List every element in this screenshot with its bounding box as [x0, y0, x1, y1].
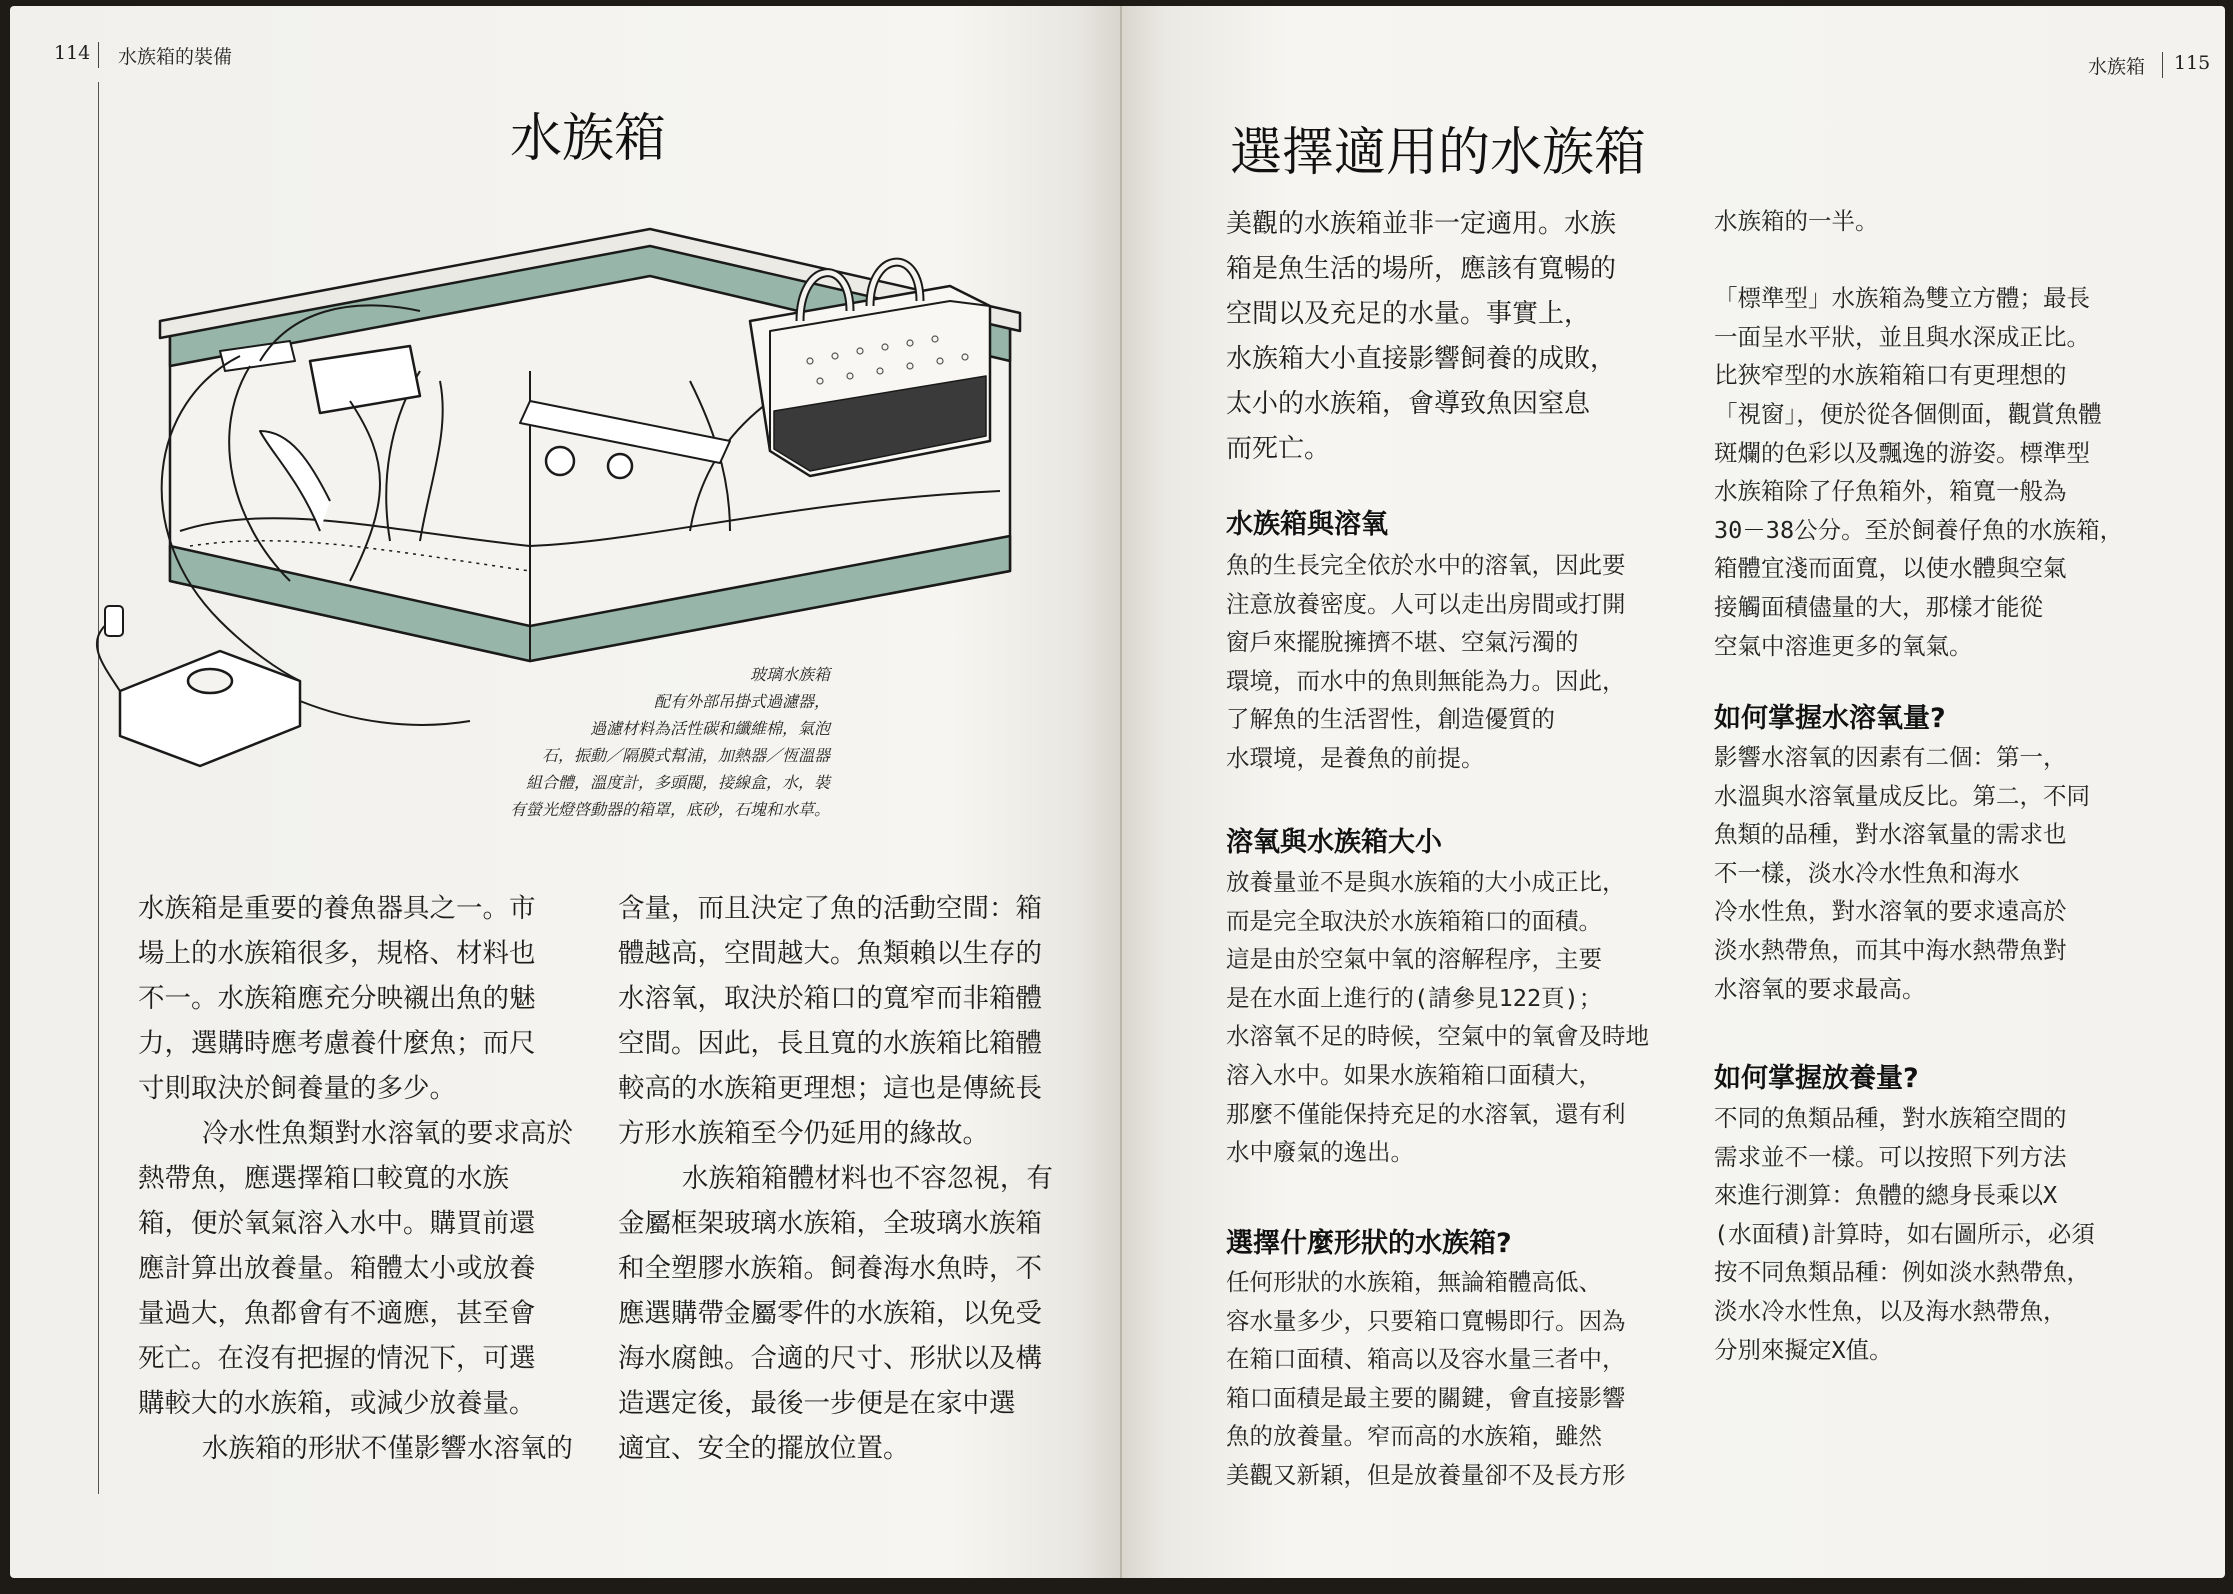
section-heading: 如何掌握放養量?	[1714, 1063, 1919, 1094]
section-text: 魚的生長完全依於水中的溶氧，因此要 注意放養密度。人可以走出房間或打開 窗戶來擺脫擁擠不堪、空氣污濁的 環境，而水中的魚則無能為力。因此， 了解魚的生活習性，創造優質的 水環境，是養魚的前提。	[1226, 551, 1626, 772]
right-page	[1122, 6, 2225, 1578]
header-divider	[2162, 52, 2163, 78]
section-text: 放養量並不是與水族箱的大小成正比， 而是完全取決於水族箱箱口的面積。 這是由於空氣中氧的溶解程序，主要 是在水面上進行的(請參見122頁)； 水溶氧不足的時候，空氣中的氧會及時地 溶入水中。如果水族箱箱口面積大， 那麼不僅能保持充足的水溶氧，還有利 水中廢氣的逸出。	[1226, 868, 1649, 1167]
header-divider	[98, 42, 99, 68]
section-heading: 選擇什麼形狀的水族箱?	[1226, 1228, 1512, 1259]
intro-text: 美觀的水族箱並非一定適用。水族 箱是魚生活的場所，應該有寬暢的 空間以及充足的水量。事實上， 水族箱大小直接影響飼養的成敗， 太小的水族箱，會導致魚因窒息 而死亡。	[1226, 209, 1617, 464]
illustration-caption: 玻璃水族箱 配有外部吊掛式過濾器， 過濾材料為活性碳和纖維棉，氣泡 石，振動／隔膜式幫浦，加熱器／恆溫器 組合體，溫度計，多頭閥，接線盒，水，裝 有螢光燈啓動器的箱罩，底砂，石塊和水草。	[509, 665, 830, 819]
section-heading: 溶氧與水族箱大小	[1226, 827, 1442, 858]
left-page	[10, 6, 1120, 1578]
body-column-2: 含量，而且決定了魚的活動空間：箱 體越高，空間越大。魚類賴以生存的 水溶氧，取決於箱口的寬窄而非箱體 空間。因此，長且寬的水族箱比箱體 較高的水族箱更理想；這也是傳統長 方形水族箱至今仍延用的緣故。 水族箱箱體材料也不容忽視，有 金屬框架玻璃水族箱，全玻璃水族箱 和全塑膠水族箱。飼養海水魚時，不 應選購帶金屬零件的水族箱，以免受 海水腐蝕。合適的尺寸、形狀以及構 造選定後，最後一步便是在家中選 適宜、安全的擺放位置。	[618, 893, 1053, 1464]
section-text: 不同的魚類品種，對水族箱空間的 需求並不一樣。可以按照下列方法 來進行測算：魚體的總身長乘以X (水面積)計算時，如右圖所示，必須 按不同魚類品種：例如淡水熱帶魚， 淡水冷水性魚，以及海水熱帶魚， 分別來擬定X值。	[1714, 1104, 2095, 1364]
section-heading: 如何掌握水溶氧量?	[1714, 703, 1946, 734]
body-column-1: 水族箱是重要的養魚器具之一。市 場上的水族箱很多，規格、材料也 不一。水族箱應充分映襯出魚的魅 力，選購時應考慮養什麼魚；而尺 寸則取決於飼養量的多少。 冷水性魚類對水溶氧的要求高於 熱帶魚，應選擇箱口較寬的水族 箱，便於氧氣溶入水中。購買前還 應計算出放養量。箱體太小或放養 量過大，魚都會有不適應，甚至會 死亡。在沒有把握的情況下，可選 購較大的水族箱，或減少放養量。 水族箱的形狀不僅影響水溶氧的	[138, 893, 573, 1464]
section-text: 任何形狀的水族箱，無論箱體高低、 容水量多少，只要箱口寬暢即行。因為 在箱口面積、箱高以及容水量三者中， 箱口面積是最主要的關鍵，會直接影響 魚的放養量。窄而高的水族箱，雖然 美觀又新穎，但是放養量卻不及長方形	[1226, 1268, 1626, 1489]
page-title: 選擇適用的水族箱	[1230, 123, 1647, 183]
right-column-text: 水族箱的一半。 「標準型」水族箱為雙立方體；最長 一面呈水平狀，並且與水深成正比。 比狹窄型的水族箱箱口有更理想的 「視窗」，便於從各個側面，觀賞魚體 斑爛的色彩以及飄逸的游姿。標準型 水族箱除了仔魚箱外，箱寬一般為 30－38公分。至於飼養仔魚的水族箱， 箱體宜淺而面寬，以使水體與空氣 接觸面積儘量的大，那樣才能從 空氣中溶進更多的氧氣。	[1714, 207, 2124, 660]
page-number: 114	[54, 42, 91, 64]
page-title: 水族箱	[510, 109, 667, 169]
page-number: 115	[2174, 52, 2211, 74]
section-name: 水族箱的裝備	[118, 46, 233, 68]
section-text: 影響水溶氧的因素有二個：第一， 水溫與水溶氧量成反比。第二，不同 魚類的品種，對水溶氧量的需求也 不一樣，淡水冷水性魚和海水 冷水性魚，對水溶氧的要求遠高於 淡水熱帶魚，而其中海水熱帶魚對 水溶氧的要求最高。	[1714, 743, 2090, 1003]
section-heading: 水族箱與溶氧	[1226, 509, 1388, 540]
section-name: 水族箱	[2088, 56, 2146, 78]
